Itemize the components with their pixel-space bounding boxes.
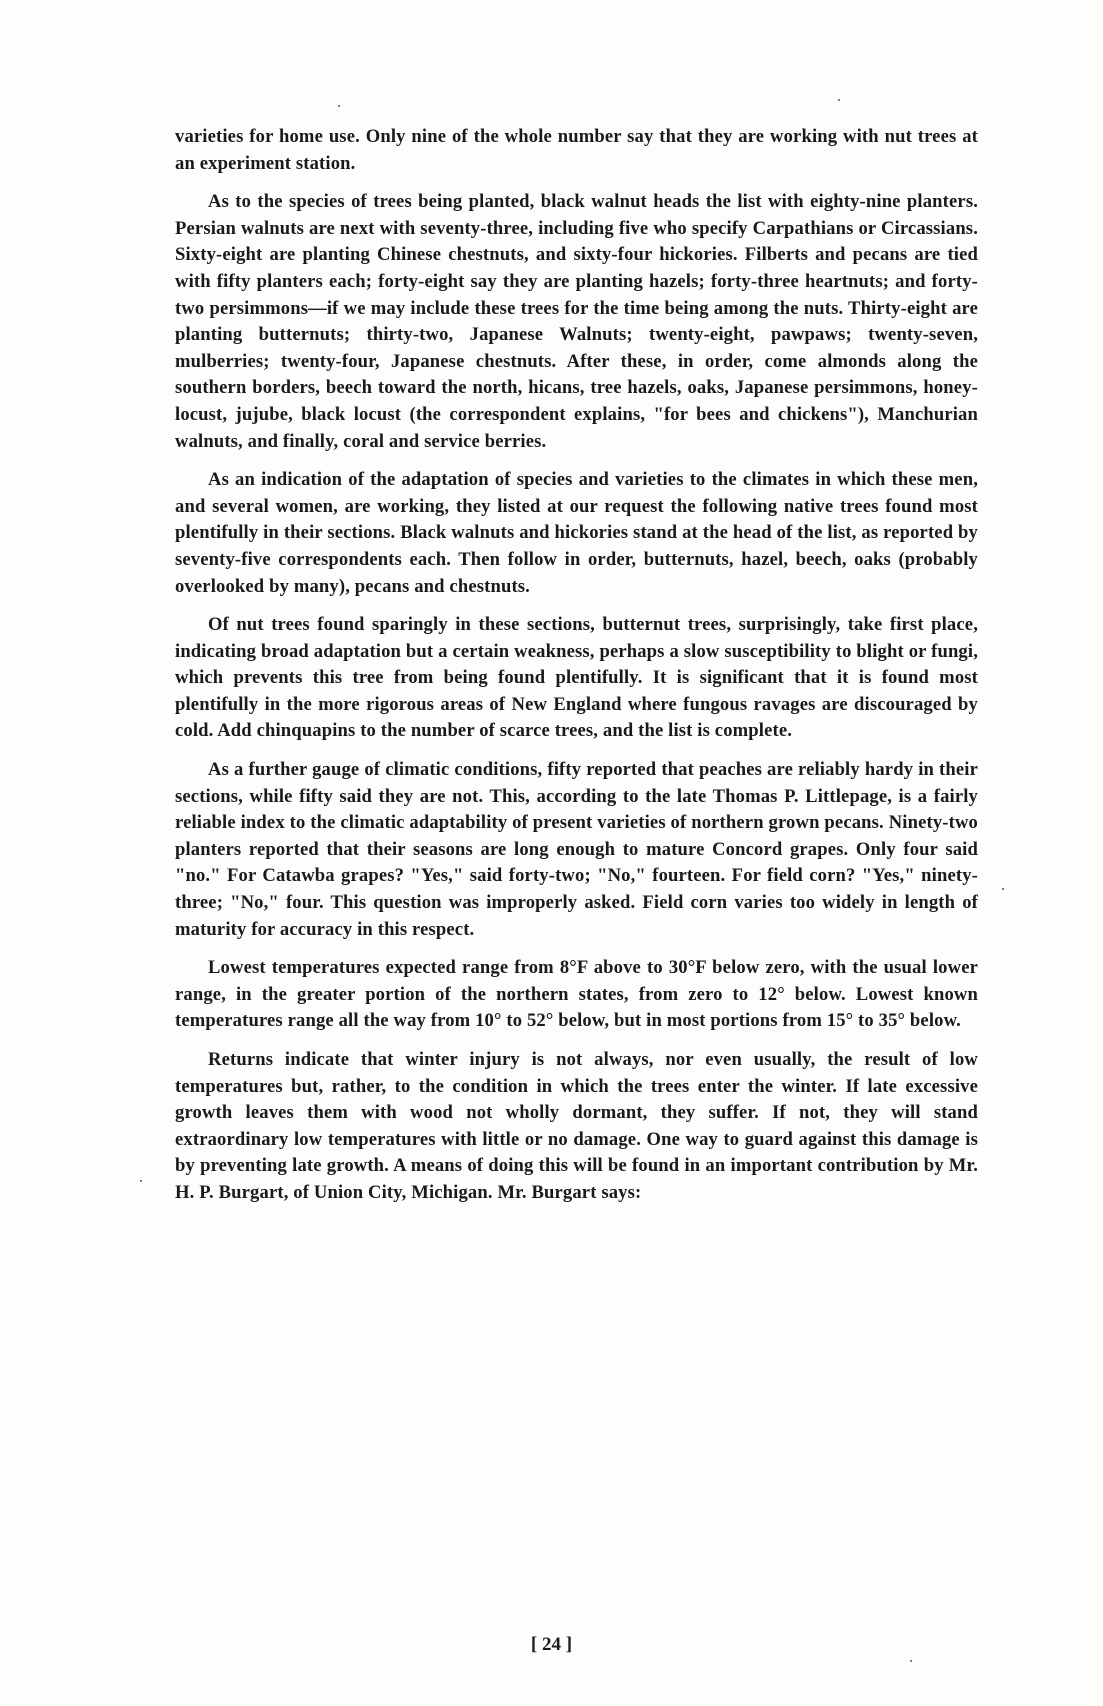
paragraph-scarce-trees: Of nut trees found sparingly in these sections, butternut trees, surprisingly, take first place, indicating broad adaptation but a certain weakness, perhaps a slow susceptibility to blight or fungi, which prevents this tree from being found plentifully. It is significant that it is found most plentifully in the more rigorous areas of New England where fungous ravages are discouraged by cold. Add chinquapins to the number of scarce trees, and the list is complete.: [175, 614, 978, 742]
scan-speck: [140, 1180, 142, 1182]
body-text: [175, 124, 978, 1219]
scan-speck: [338, 105, 340, 107]
paragraph-continuation: varieties for home use. Only nine of the whole number say that they are working with nut trees at an experiment station.: [175, 126, 978, 174]
page-number: [ 24 ]: [530, 1634, 573, 1655]
paragraph-native-trees: As an indication of the adaptation of species and varieties to the climates in which these men, and several women, are working, they listed at our request the following native trees found most plentifully in their sections. Black walnuts and hickories stand at the head of the list, as reported by seventy-five correspondents each. Then follow in order, butternuts, hazel, beech, oaks (probably overlooked by many), pecans and chestnuts.: [175, 469, 978, 597]
paragraph-temperatures: Lowest temperatures expected range from 8°F above to 30°F below zero, with the usual lower range, in the greater portion of the northern states, from zero to 12° below. Lowest known temperatures range all the way from 10° to 52° below, but in most portions from 15° to 35° below.: [175, 957, 978, 1032]
scan-speck: [1002, 888, 1004, 890]
scan-speck: [838, 99, 840, 101]
paragraph-winter-injury: Returns indicate that winter injury is not always, nor even usually, the result of low temperatures but, rather, to the condition in which the trees enter the winter. If late excessive growth leaves them with wood not wholly dormant, they suffer. If not, they will stand extraordinary low temperatures with little or no damage. One way to guard against this damage is by preventing late growth. A means of doing this will be found in an important contribution by Mr. H. P. Burgart, of Union City, Michigan. Mr. Burgart says:: [175, 1049, 978, 1203]
paragraph-species-planted: As to the species of trees being planted, black walnut heads the list with eighty-nine planters. Persian walnuts are next with seventy-three, including five who specify Carpathians or Circassians. Sixty-eight are planting Chinese chestnuts, and sixty-four hickories. Filberts and pecans are tied with fifty planters each; forty-eight say they are planting hazels; forty-three heartnuts; and forty-two persimmons—if we may include these trees for the time being among the nuts. Thirty-eight are planting butternuts; thirty-two, Japanese Walnuts; twenty-eight, pawpaws; twenty-seven, mulberries; twenty-four, Japanese chestnuts. After these, in order, come almonds along the southern borders, beech toward the north, hicans, tree hazels, oaks, Japanese persimmons, honey-locust, jujube, black locust (the correspondent explains, "for bees and chickens"), Manchurian walnuts, and finally, coral and service berries.: [175, 191, 978, 452]
paragraph-climatic-gauge: As a further gauge of climatic conditions, fifty reported that peaches are reliably hardy in their sections, while fifty said they are not. This, according to the late Thomas P. Littlepage, is a fairly reliable index to the climatic adaptability of present varieties of northern grown pecans. Ninety-two planters reported that their seasons are long enough to mature Concord grapes. Only four said "no." For Catawba grapes? "Yes," said forty-two; "No," fourteen. For field corn? "Yes," ninety-three; "No," four. This question was improperly asked. Field corn varies too widely in length of maturity for accuracy in this respect.: [175, 759, 978, 940]
scan-speck: [910, 1660, 912, 1662]
